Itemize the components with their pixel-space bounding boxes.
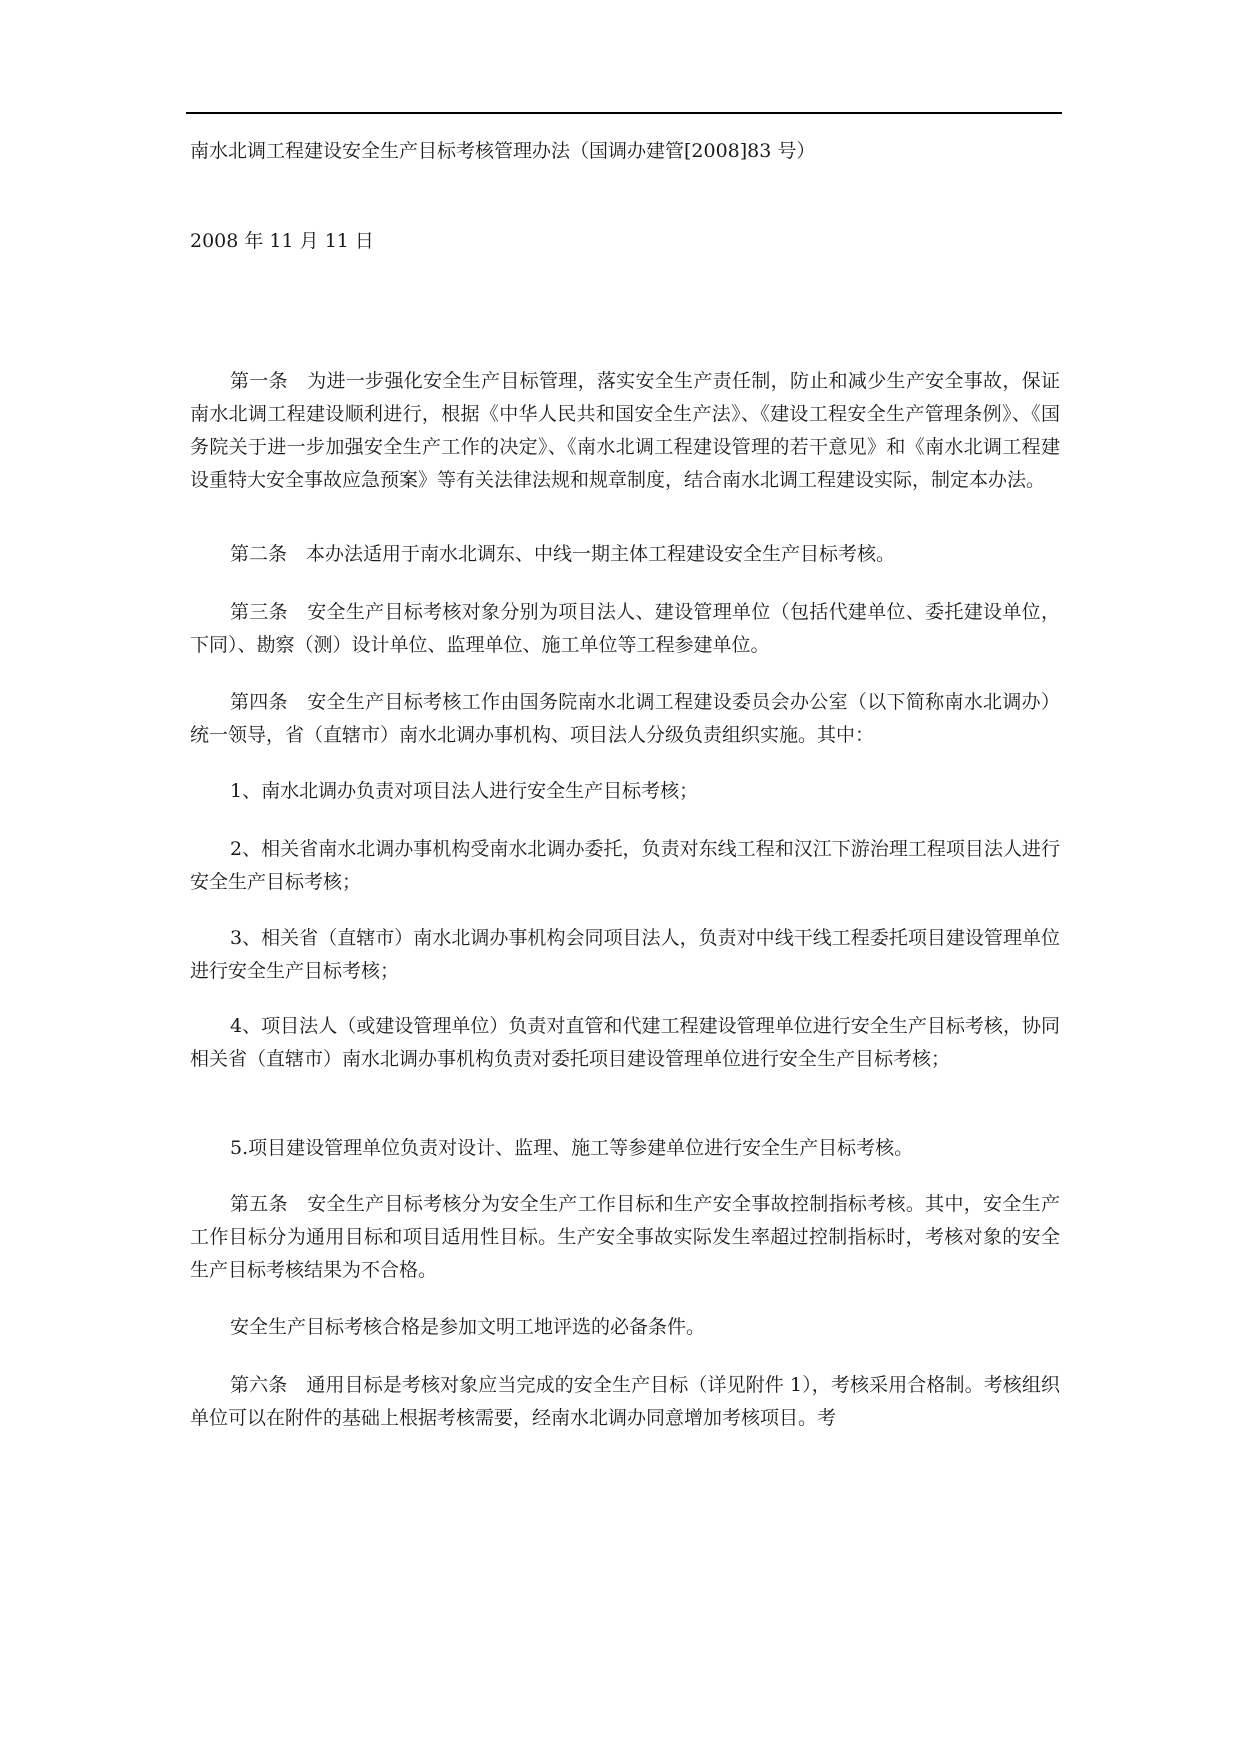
article-5-note: 安全生产目标考核合格是参加文明工地评选的必备条件。 [230,1316,706,1338]
article-4-item-1: 1、南水北调办负责对项目法人进行安全生产目标考核； [230,780,699,802]
article-2: 第二条 本办法适用于南水北调东、中线一期主体工程建设安全生产目标考核。 [230,543,896,565]
header-rule [186,112,1062,114]
article-4: 第四条 安全生产目标考核工作由国务院南水北调工程建设委员会办公室（以下简称南水北调办）统一领导，省（直辖市）南水北调办事机构、项目法人分级负责组织实施。其中： [190,691,1060,746]
article-4-item-2: 2、相关省南水北调办事机构受南水北调办委托，负责对东线工程和汉江下游治理工程项目法人进行安全生产目标考核； [190,838,1060,893]
article-5: 第五条 安全生产目标考核分为安全生产工作目标和生产安全事故控制指标考核。其中，安全生产工作目标分为通用目标和项目适用性目标。生产安全事故实际发生率超过控制指标时，考核对象的安全生产目标考核结果为不合格。 [190,1193,1060,1281]
article-1: 第一条 为进一步强化安全生产目标管理，落实安全生产责任制，防止和减少生产安全事故，保证南水北调工程建设顺利进行，根据《中华人民共和国安全生产法》、《建设工程安全生产管理条例》、《国务院关于进一步加强安全生产工作的决定》、《南水北调工程建设管理的若干意见》和《南水北调工程建设重特大安全事故应急预案》等有关法律法规和规章制度，结合南水北调工程建设实际，制定本办法。 [190,370,1060,491]
document-date: 2008 年 11 月 11 日 [190,230,374,252]
article-6: 第六条 通用目标是考核对象应当完成的安全生产目标（详见附件 1），考核采用合格制。考核组织单位可以在附件的基础上根据考核需要，经南水北调办同意增加考核项目。考 [190,1374,1060,1429]
article-4-item-5: 5.项目建设管理单位负责对设计、监理、施工等参建单位进行安全生产目标考核。 [230,1137,914,1159]
document-title: 南水北调工程建设安全生产目标考核管理办法（国调办建管[2008]83 号） [190,140,816,162]
article-4-item-4: 4、项目法人（或建设管理单位）负责对直管和代建工程建设管理单位进行安全生产目标考核，协同相关省（直辖市）南水北调办事机构负责对委托项目建设管理单位进行安全生产目标考核； [190,1015,1060,1070]
article-4-item-3: 3、相关省（直辖市）南水北调办事机构会同项目法人，负责对中线干线工程委托项目建设管理单位进行安全生产目标考核； [190,927,1060,982]
article-3: 第三条 安全生产目标考核对象分别为项目法人、建设管理单位（包括代建单位、委托建设单位，下同）、勘察（测）设计单位、监理单位、施工单位等工程参建单位。 [190,601,1060,656]
